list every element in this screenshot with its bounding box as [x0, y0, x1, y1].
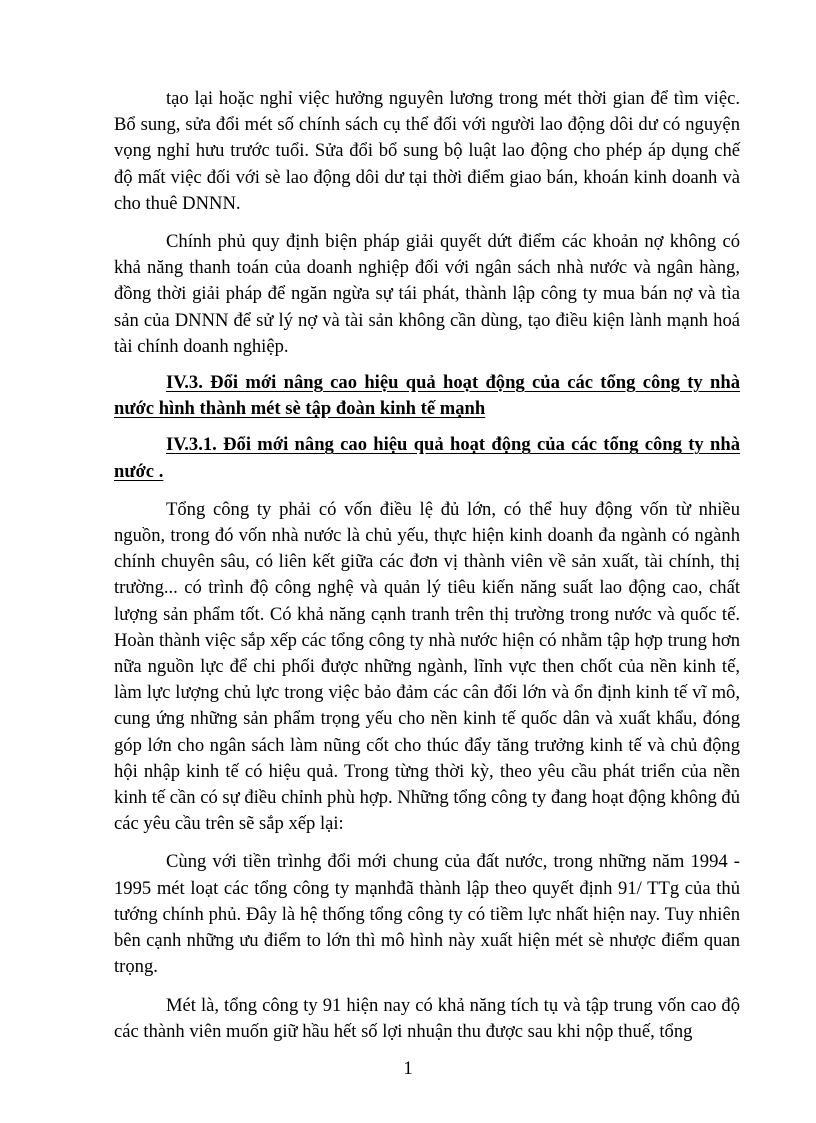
subsection-heading-iv31: IV.3.1. Đổi mới nâng cao hiệu quả hoạt động của các tổng công ty nhà nước .: [114, 434, 740, 482]
body-paragraph-3: Tổng công ty phải có vốn điều lệ đủ lớn, có thể huy động vốn từ nhiều nguồn, trong đó vốn nhà nước là chủ yếu, thực hiện kinh doanh đa ngành có ngành chính chuyên sâu, có liên kết giữa các đơn vị thành viên về sản xuất, tài chính, thị trường... có trình độ công nghệ và quản lý tiêu kiến năng suất lao động cao, chất lượng sản phẩm tốt. Có khả năng cạnh tranh trên thị trường trong nước và quốc tế. Hoàn thành việc sắp xếp các tổng công ty nhà nước hiện có nhằm tập hợp trung hơn nữa nguồn lực để chi phối được những ngành, lĩnh vực then chốt của nền kinh tế, làm lực lượng chủ lực trong việc bảo đảm các cân đối lớn và ổn định kinh tế vĩ mô, cung ứng những sản phẩm trọng yếu cho nền kinh tế quốc dân và xuất khẩu, đóng góp lớn cho ngân sách làm nũng cốt cho thúc đẩy tăng trưởng kinh tế và chủ động hội nhập kinh tế có hiệu quả. Trong từng thời kỳ, theo yêu cầu phát triển của nền kinh tế cần có sự điều chỉnh phù hợp. Những tổng công ty đang hoạt động không đủ các yêu cầu trên sẽ sắp xếp lại:: [114, 498, 740, 835]
body-paragraph-5: Mét là, tổng công ty 91 hiện nay có khả năng tích tụ và tập trung vốn cao độ các thành viên muốn giữ hầu hết số lợi nhuận thu được sau khi nộp thuế, tổng: [114, 994, 740, 1042]
page-number: 1: [403, 1058, 413, 1079]
body-paragraph-1: tạo lại hoặc nghỉ việc hưởng nguyên lương trong mét thời gian để tìm việc. Bổ sung, sửa đổi mét số chính sách cụ thể đối với người lao động dôi dư có nguyện vọng nghỉ hưu trước tuổi. Sửa đổi bổ sung bộ luật lao động cho phép áp dụng chế độ mất việc đối với sè lao động dôi dư tại thời điểm giao bán, khoán kinh doanh và cho thuê DNNN.: [114, 88, 740, 214]
document-page: [114, 86, 740, 1045]
section-heading-iv3: IV.3. Đổi mới nâng cao hiệu quả hoạt động của các tổng công ty nhà nước hình thành mét sè tập đoàn kinh tế mạnh: [114, 372, 740, 420]
body-paragraph-4: Cùng với tiền trìnhg đổi mới chung của đất nước, trong những năm 1994 - 1995 mét loạt các tổng công ty mạnhđã thành lập theo quyết định 91/ TTg của thủ tướng chính phủ. Đây là hệ thống tổng công ty có tiềm lực nhất hiện nay. Tuy nhiên bên cạnh những ưu điểm to lớn thì mô hình này xuất hiện mét sè nhược điểm quan trọng.: [114, 851, 740, 978]
body-paragraph-2: Chính phủ quy định biện pháp giải quyết dứt điểm các khoản nợ không có khả năng thanh toán của doanh nghiệp đối với ngân sách nhà nước và ngân hàng, đồng thời giải pháp để ngăn ngừa sự tái phát, thành lập công ty mua bán nợ và tìa sản của DNNN để sử lý nợ và tài sản không cần dùng, tạo điều kiện lành mạnh hoá tài chính doanh nghiệp.: [114, 231, 740, 357]
